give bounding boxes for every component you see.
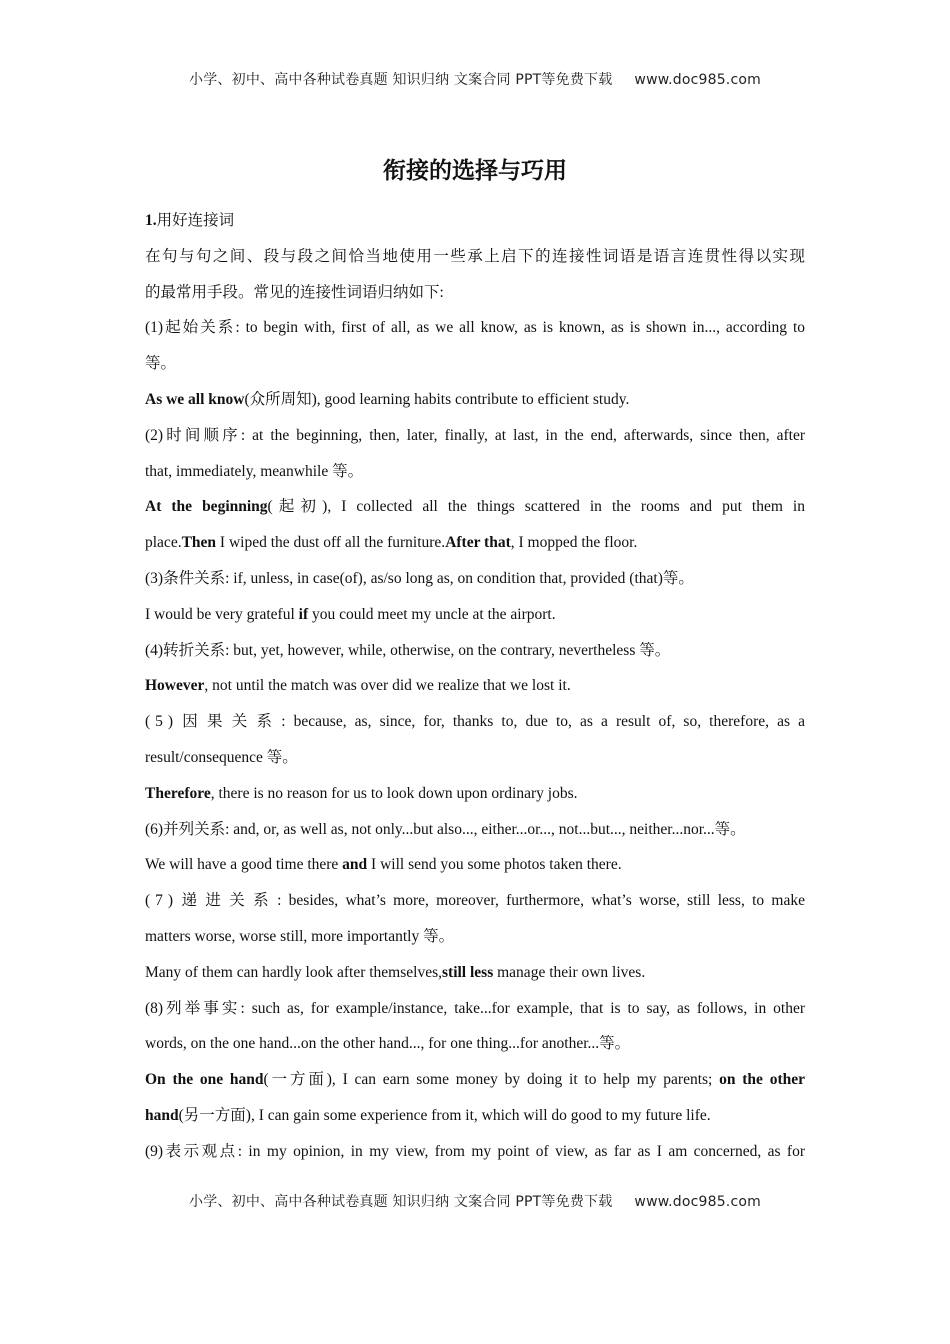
cat8-example-text-b: (另一方面), I can gain some experience from it, which will do good to my future life. (178, 1106, 711, 1124)
document-body (145, 204, 805, 1171)
header-site: www.doc985.com (634, 72, 761, 88)
cat7-label: (7)递进关系 (145, 892, 278, 910)
cat3-example-text-b: you could meet my uncle at the airport. (308, 605, 556, 623)
cat2-example-bold-then: Then (181, 534, 217, 552)
cat7-line-2: matters worse, worse still, more importantly 等。 (145, 927, 455, 945)
intro-line-2: 的最常用手段。常见的连接性词语归纳如下: (145, 283, 444, 301)
cat3-words: : if, unless, in case(of), as/so long as, on condition that, provided (that)等。 (225, 569, 694, 587)
cat8-example-text-a: (一方面), I can earn some money by doing it to help my parents; (263, 1071, 720, 1089)
cat1-words: : to begin with, first of all, as we all know, as is known, as is shown in..., according to (235, 319, 805, 337)
cat5-label: (5)因果关系 (145, 713, 282, 731)
document-title: 衔接的选择与巧用 (383, 158, 567, 184)
cat3-label: (3)条件关系 (145, 569, 226, 587)
cat4-example-bold: However (145, 677, 205, 695)
cat2-line-1 (145, 419, 805, 455)
cat8-line-1 (145, 992, 805, 1028)
cat4-example (145, 669, 805, 705)
cat3-example-bold: if (298, 605, 309, 623)
cat5-example-text: , there is no reason for us to look down upon ordinary jobs. (210, 784, 578, 802)
cat1-example-bold: As we all know (145, 390, 245, 408)
cat3-line (145, 562, 805, 598)
cat2-line-2: that, immediately, meanwhile 等。 (145, 462, 364, 480)
cat2-example-bold-after: After that (445, 534, 511, 552)
cat2-example-text-c: , I mopped the floor. (510, 534, 638, 552)
cat4-example-text: , not until the match was over did we realize that we lost it. (204, 677, 571, 695)
cat5-example (145, 777, 805, 813)
cat6-label: (6)并列关系 (145, 820, 226, 838)
cat8-label: (8)列举事实 (145, 999, 241, 1017)
cat1-line-1 (145, 311, 805, 347)
cat5-words: : because, as, since, for, thanks to, due to, as a result of, so, therefore, as a (281, 713, 805, 731)
page-footer (0, 1191, 950, 1211)
cat2-example-1 (145, 490, 805, 526)
cat3-example (145, 598, 805, 634)
cat5-line-2: result/consequence 等。 (145, 748, 298, 766)
cat8-example-2 (145, 1099, 805, 1135)
cat3-example-text-a: I would be very grateful (145, 605, 299, 623)
cat1-label: (1)起始关系 (145, 319, 236, 337)
cat2-example-text-b: I wiped the dust off all the furniture. (216, 534, 446, 552)
cat9-words: : in my opinion, in my view, from my point of view, as far as I am concerned, as for (237, 1142, 805, 1160)
cat4-line (145, 634, 805, 670)
cat2-example-text-a: place. (145, 534, 182, 552)
cat9-line (145, 1135, 805, 1171)
cat7-line-1 (145, 884, 805, 920)
cat2-label: (2)时间顺序 (145, 426, 241, 444)
cat6-words: : and, or, as well as, not only...but also..., either...or..., not...but..., neither...nor...等。 (225, 820, 746, 838)
intro-line-1: 在句与句之间、段与段之间恰当地使用一些承上启下的连接性词语是语言连贯性得以实现 (145, 247, 805, 265)
cat2-words: : at the beginning, then, later, finally, at last, in the end, afterwards, since then, after (240, 426, 805, 444)
cat6-example (145, 848, 805, 884)
footer-text: 小学、初中、高中各种试卷真题 知识归纳 文案合同 PPT等免费下载 (189, 1194, 613, 1210)
cat7-example-text-b: manage their own lives. (493, 963, 646, 981)
cat6-example-bold: and (342, 856, 368, 874)
footer-site: www.doc985.com (634, 1194, 761, 1210)
cat7-words: : besides, what’s more, moreover, furthermore, what’s worse, still less, to make (277, 892, 805, 910)
header-text: 小学、初中、高中各种试卷真题 知识归纳 文案合同 PPT等免费下载 (189, 72, 613, 88)
cat2-example-bold: At the beginning (145, 498, 268, 516)
cat6-line (145, 813, 805, 849)
section-number: 1. (145, 212, 157, 229)
cat7-example-bold: still less (442, 963, 494, 981)
cat8-example-bold-b: on the other (719, 1071, 805, 1089)
cat5-line-1 (145, 705, 805, 741)
section-heading (145, 204, 805, 240)
cat7-example (145, 956, 805, 992)
cat1-line-2: 等。 (145, 355, 177, 373)
cat6-example-text-b: I will send you some photos taken there. (367, 856, 622, 874)
cat2-example-text: (起初), I collected all the things scattered in the rooms and put them in (267, 498, 805, 516)
cat6-example-text-a: We will have a good time there (145, 856, 343, 874)
cat8-example-bold-c: hand (145, 1106, 179, 1124)
cat4-label: (4)转折关系 (145, 641, 226, 659)
cat8-line-2: words, on the one hand...on the other hand..., for one thing...for another...等。 (145, 1035, 631, 1053)
cat1-example (145, 383, 805, 419)
cat5-example-bold: Therefore (145, 784, 211, 802)
cat2-example-2 (145, 526, 805, 562)
section-title: 用好连接词 (156, 212, 235, 229)
cat7-example-text-a: Many of them can hardly look after themselves, (145, 963, 442, 981)
cat8-example-bold-a: On the one hand (145, 1071, 264, 1089)
cat1-example-text: (众所周知), good learning habits contribute to efficient study. (244, 390, 630, 408)
page-header (0, 69, 950, 89)
cat8-example-1 (145, 1063, 805, 1099)
cat4-words: : but, yet, however, while, otherwise, on the contrary, nevertheless 等。 (225, 641, 671, 659)
cat8-words: : such as, for example/instance, take...for example, that is to say, as follows, in other (240, 999, 805, 1017)
cat9-label: (9)表示观点 (145, 1142, 238, 1160)
